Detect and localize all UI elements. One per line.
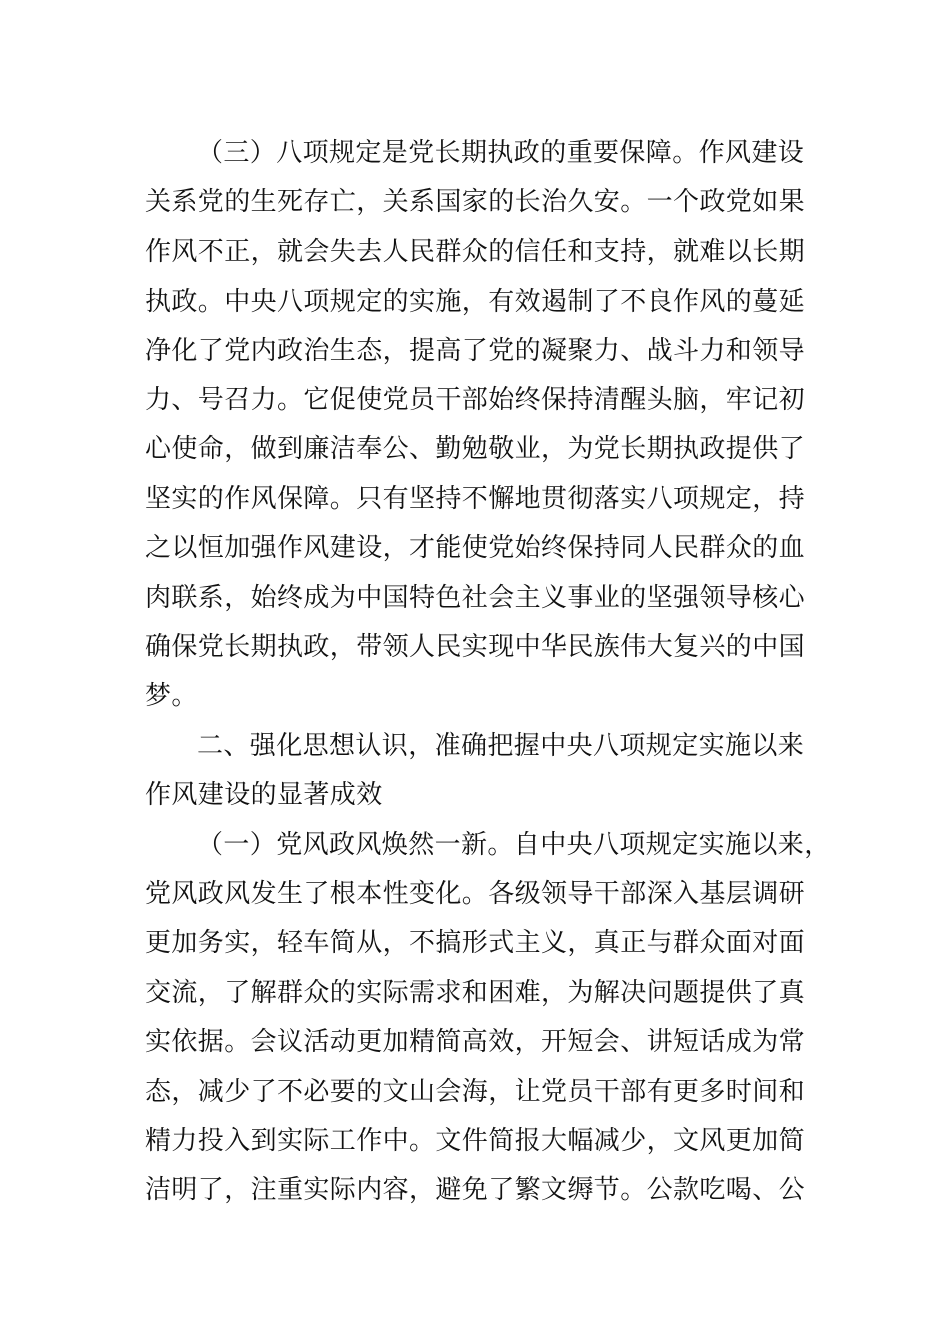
text-line: 净化了党内政治生态，提高了党的凝聚力、战斗力和领导 bbox=[145, 336, 806, 366]
text-line: 洁明了，注重实际内容，避免了繁文缛节。公款吃喝、公 bbox=[145, 1175, 806, 1205]
section-heading-line: 二、强化思想认识，准确把握中央八项规定实施以来 bbox=[197, 731, 805, 761]
text-line: （一）党风政风焕然一新。自中央八项规定实施以来， bbox=[197, 830, 831, 860]
text-line: 精力投入到实际工作中。文件简报大幅减少，文风更加简 bbox=[145, 1126, 806, 1156]
text-line: 党风政风发生了根本性变化。各级领导干部深入基层调研 bbox=[145, 879, 806, 909]
text-line: 力、号召力。它促使党员干部始终保持清醒头脑，牢记初 bbox=[145, 385, 806, 415]
text-line: （三）八项规定是党长期执政的重要保障。作风建设 bbox=[197, 138, 805, 168]
text-line: 心使命，做到廉洁奉公、勤勉敬业，为党长期执政提供了 bbox=[145, 434, 806, 464]
text-line: 更加务实，轻车简从，不搞形式主义，真正与群众面对面 bbox=[145, 928, 806, 958]
text-line: 梦。 bbox=[145, 681, 198, 711]
text-line: 态，减少了不必要的文山会海，让党员干部有更多时间和 bbox=[145, 1077, 806, 1107]
text-line: 坚实的作风保障。只有坚持不懈地贯彻落实八项规定，持 bbox=[145, 484, 806, 514]
text-line: 确保党长期执政，带领人民实现中华民族伟大复兴的中国 bbox=[145, 632, 806, 662]
text-line: 实依据。会议活动更加精简高效，开短会、讲短话成为常 bbox=[145, 1027, 806, 1057]
text-line: 作风不正，就会失去人民群众的信任和支持，就难以长期 bbox=[145, 237, 806, 267]
text-line: 之以恒加强作风建设，才能使党始终保持同人民群众的血 bbox=[145, 533, 806, 563]
section-heading-line: 作风建设的显著成效 bbox=[145, 780, 383, 810]
text-line: 肉联系，始终成为中国特色社会主义事业的坚强领导核心 bbox=[145, 583, 806, 613]
text-line: 交流，了解群众的实际需求和困难，为解决问题提供了真 bbox=[145, 978, 806, 1008]
text-line: 执政。中央八项规定的实施，有效遏制了不良作风的蔓延 bbox=[145, 287, 806, 317]
text-line: 关系党的生死存亡，关系国家的长治久安。一个政党如果 bbox=[145, 187, 806, 217]
